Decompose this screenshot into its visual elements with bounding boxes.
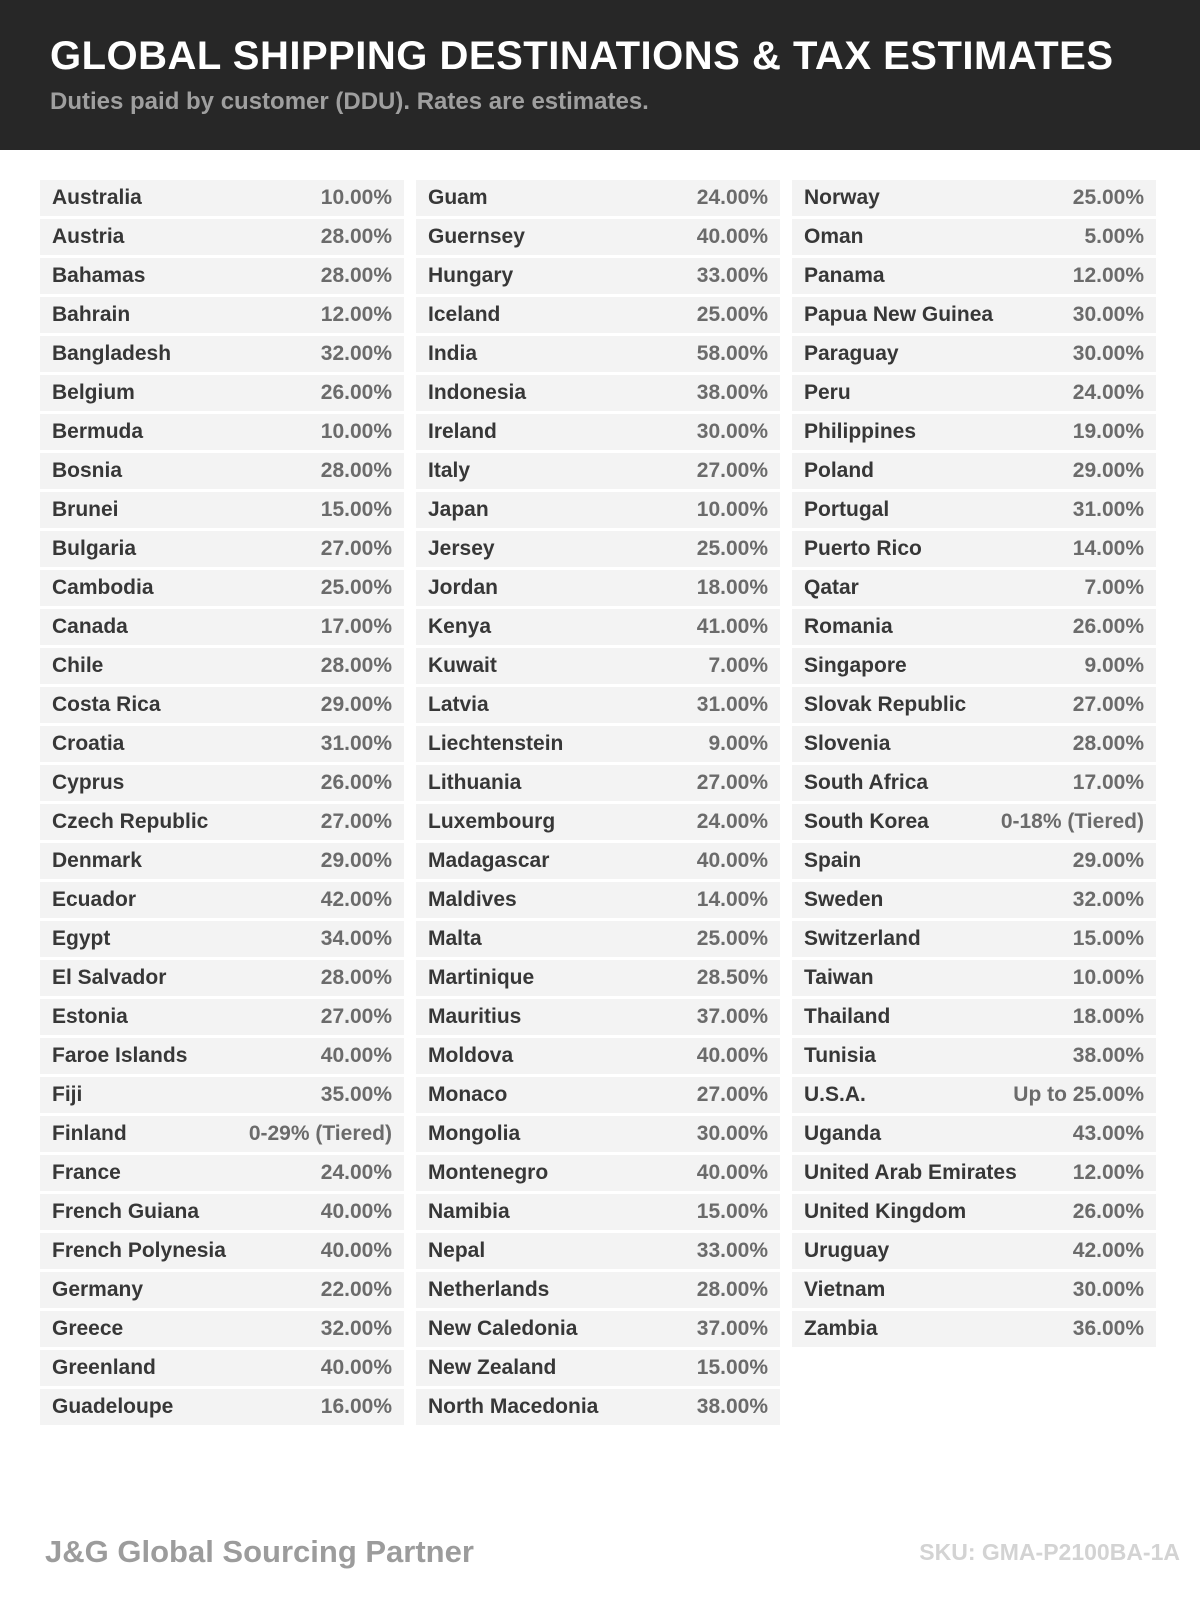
country-name: United Kingdom	[804, 1200, 967, 1223]
country-name: Kuwait	[428, 654, 497, 677]
country-name: Italy	[428, 459, 471, 482]
table-row	[40, 375, 404, 411]
country-name: Bahrain	[52, 303, 131, 326]
country-name: Panama	[804, 264, 885, 287]
table-row	[416, 882, 780, 918]
table-row	[40, 453, 404, 489]
table-row	[416, 765, 780, 801]
country-name: Guam	[428, 186, 488, 209]
rate-column-1	[40, 180, 404, 1425]
tax-rate: 7.00%	[708, 654, 768, 677]
country-name: United Arab Emirates	[804, 1161, 1017, 1184]
country-name: Canada	[52, 615, 128, 638]
table-row	[792, 297, 1156, 333]
country-name: Bahamas	[52, 264, 146, 287]
table-row	[792, 1155, 1156, 1191]
country-name: Oman	[804, 225, 864, 248]
tax-rate: 40.00%	[696, 849, 768, 872]
table-row	[792, 843, 1156, 879]
table-row	[40, 1272, 404, 1308]
country-name: Philippines	[804, 420, 917, 443]
tax-rate: 58.00%	[696, 342, 768, 365]
tax-rate: 27.00%	[696, 771, 768, 794]
tax-rate: 34.00%	[320, 927, 392, 950]
country-name: Ecuador	[52, 888, 137, 911]
table-row	[792, 219, 1156, 255]
tax-rate: 35.00%	[320, 1083, 392, 1106]
table-row	[416, 1350, 780, 1386]
table-row	[416, 180, 780, 216]
table-row	[416, 1272, 780, 1308]
country-name: Chile	[52, 654, 104, 677]
tax-rate: 38.00%	[1072, 1044, 1144, 1067]
country-name: Nepal	[428, 1239, 486, 1262]
tax-rate: 27.00%	[696, 1083, 768, 1106]
tax-rate: 40.00%	[320, 1356, 392, 1379]
tax-rate: 15.00%	[1072, 927, 1144, 950]
country-name: Ireland	[428, 420, 497, 443]
country-name: Vietnam	[804, 1278, 886, 1301]
tax-rate: 31.00%	[320, 732, 392, 755]
table-row	[40, 1311, 404, 1347]
table-row	[792, 414, 1156, 450]
country-name: Netherlands	[428, 1278, 550, 1301]
tax-rate: 32.00%	[320, 1317, 392, 1340]
tax-rate: 40.00%	[320, 1239, 392, 1262]
country-name: El Salvador	[52, 966, 167, 989]
tax-rate: 33.00%	[696, 1239, 768, 1262]
table-row	[40, 609, 404, 645]
tax-rate: 40.00%	[320, 1044, 392, 1067]
country-name: Montenegro	[428, 1161, 549, 1184]
tax-rate: 43.00%	[1072, 1122, 1144, 1145]
country-name: Malta	[428, 927, 482, 950]
country-name: Papua New Guinea	[804, 303, 994, 326]
country-name: Denmark	[52, 849, 142, 872]
rate-column-2	[416, 180, 780, 1425]
country-name: Australia	[52, 186, 142, 209]
tax-rate: 38.00%	[696, 1395, 768, 1418]
country-name: Cyprus	[52, 771, 125, 794]
tax-rate: 42.00%	[320, 888, 392, 911]
tax-rate: 38.00%	[696, 381, 768, 404]
tax-rate: 28.50%	[696, 966, 768, 989]
table-row	[416, 687, 780, 723]
tax-rate: 28.00%	[320, 654, 392, 677]
tax-rate: 25.00%	[696, 303, 768, 326]
table-row	[416, 258, 780, 294]
tax-rate: 28.00%	[320, 225, 392, 248]
tax-rate: 26.00%	[320, 771, 392, 794]
table-row	[792, 492, 1156, 528]
tax-rate: 29.00%	[1072, 459, 1144, 482]
table-row	[792, 726, 1156, 762]
country-name: Tunisia	[804, 1044, 876, 1067]
country-name: Jersey	[428, 537, 495, 560]
country-name: Guadeloupe	[52, 1395, 174, 1418]
tax-rate: 27.00%	[320, 537, 392, 560]
tax-rate: 29.00%	[320, 849, 392, 872]
tax-rate: 28.00%	[1072, 732, 1144, 755]
country-name: Portugal	[804, 498, 890, 521]
tax-rate: 28.00%	[320, 264, 392, 287]
tax-rate: 27.00%	[320, 1005, 392, 1028]
table-row	[792, 648, 1156, 684]
tax-rate: 27.00%	[696, 459, 768, 482]
table-row	[40, 648, 404, 684]
table-row	[40, 1116, 404, 1152]
country-name: Costa Rica	[52, 693, 161, 716]
table-row	[40, 297, 404, 333]
rate-column-3	[792, 180, 1156, 1347]
tax-rate: 24.00%	[696, 186, 768, 209]
tax-rate: 18.00%	[1072, 1005, 1144, 1028]
table-row	[416, 492, 780, 528]
country-name: Mauritius	[428, 1005, 522, 1028]
tax-rate: 14.00%	[696, 888, 768, 911]
table-row	[40, 414, 404, 450]
tax-rate: 10.00%	[1072, 966, 1144, 989]
tax-rate: 28.00%	[320, 459, 392, 482]
country-name: Greenland	[52, 1356, 156, 1379]
table-row	[40, 1077, 404, 1113]
table-row	[792, 1311, 1156, 1347]
tax-rate: 24.00%	[696, 810, 768, 833]
table-row	[792, 921, 1156, 957]
brand-name: J&G Global Sourcing Partner	[45, 1534, 474, 1569]
table-row	[40, 843, 404, 879]
tax-rate: 24.00%	[1072, 381, 1144, 404]
table-row	[792, 609, 1156, 645]
country-name: New Caledonia	[428, 1317, 578, 1340]
tax-rate: 37.00%	[696, 1317, 768, 1340]
table-row	[40, 492, 404, 528]
tax-rate: 10.00%	[320, 186, 392, 209]
country-name: Romania	[804, 615, 893, 638]
country-name: French Guiana	[52, 1200, 200, 1223]
table-row	[792, 1116, 1156, 1152]
country-name: Germany	[52, 1278, 144, 1301]
table-row	[40, 180, 404, 216]
tax-rate: 28.00%	[696, 1278, 768, 1301]
tax-rate: 30.00%	[1072, 303, 1144, 326]
country-name: Namibia	[428, 1200, 510, 1223]
tax-rate: 15.00%	[696, 1200, 768, 1223]
country-name: Mongolia	[428, 1122, 521, 1145]
table-row	[40, 570, 404, 606]
country-name: Guernsey	[428, 225, 525, 248]
tax-rate: 5.00%	[1084, 225, 1144, 248]
table-row	[40, 687, 404, 723]
country-name: Maldives	[428, 888, 517, 911]
table-row	[792, 1038, 1156, 1074]
tax-rate: 14.00%	[1072, 537, 1144, 560]
tax-rate: 26.00%	[1072, 615, 1144, 638]
table-row	[416, 609, 780, 645]
tax-rate: 17.00%	[1072, 771, 1144, 794]
tax-rate: 36.00%	[1072, 1317, 1144, 1340]
tax-rate: 25.00%	[1072, 186, 1144, 209]
country-name: Japan	[428, 498, 489, 521]
table-row	[416, 336, 780, 372]
tax-rate: 22.00%	[320, 1278, 392, 1301]
tax-rate: 17.00%	[320, 615, 392, 638]
tax-rate: Up to 25.00%	[1013, 1083, 1144, 1106]
table-row	[40, 999, 404, 1035]
country-name: Bosnia	[52, 459, 123, 482]
page-title: GLOBAL SHIPPING DESTINATIONS & TAX ESTIMATES	[50, 34, 1114, 78]
table-row	[416, 960, 780, 996]
tax-rate: 41.00%	[696, 615, 768, 638]
table-row	[40, 804, 404, 840]
table-row	[40, 1155, 404, 1191]
country-name: Sweden	[804, 888, 884, 911]
table-row	[416, 1311, 780, 1347]
country-name: Finland	[52, 1122, 127, 1145]
table-row	[792, 375, 1156, 411]
table-row	[40, 1194, 404, 1230]
tax-rate: 42.00%	[1072, 1239, 1144, 1262]
country-name: Zambia	[804, 1317, 878, 1340]
table-row	[792, 570, 1156, 606]
country-name: Slovenia	[804, 732, 891, 755]
table-row	[40, 1038, 404, 1074]
tax-rate: 16.00%	[320, 1395, 392, 1418]
tax-rate: 15.00%	[696, 1356, 768, 1379]
table-row	[792, 180, 1156, 216]
table-row	[416, 726, 780, 762]
page-header	[0, 0, 1200, 150]
country-name: Faroe Islands	[52, 1044, 188, 1067]
tax-rate: 0-18% (Tiered)	[1000, 810, 1144, 833]
country-name: Hungary	[428, 264, 514, 287]
tax-rate: 0-29% (Tiered)	[248, 1122, 392, 1145]
tax-rate: 30.00%	[1072, 1278, 1144, 1301]
tax-rate: 28.00%	[320, 966, 392, 989]
table-row	[792, 960, 1156, 996]
table-row	[792, 1077, 1156, 1113]
tax-rate: 7.00%	[1084, 576, 1144, 599]
table-row	[416, 531, 780, 567]
country-name: Slovak Republic	[804, 693, 967, 716]
country-name: Belgium	[52, 381, 135, 404]
country-name: Moldova	[428, 1044, 514, 1067]
country-name: Martinique	[428, 966, 535, 989]
tax-rate: 31.00%	[696, 693, 768, 716]
tax-rate: 15.00%	[320, 498, 392, 521]
table-row	[792, 258, 1156, 294]
tax-rate: 26.00%	[1072, 1200, 1144, 1223]
table-row	[416, 648, 780, 684]
tax-rate: 25.00%	[696, 927, 768, 950]
table-row	[40, 1350, 404, 1386]
country-name: Uganda	[804, 1122, 882, 1145]
country-name: North Macedonia	[428, 1395, 599, 1418]
tax-rate: 19.00%	[1072, 420, 1144, 443]
country-name: Paraguay	[804, 342, 899, 365]
tax-rate: 26.00%	[320, 381, 392, 404]
country-name: Uruguay	[804, 1239, 890, 1262]
country-name: Thailand	[804, 1005, 891, 1028]
page-subtitle: Duties paid by customer (DDU). Rates are estimates.	[50, 88, 649, 115]
table-row	[416, 219, 780, 255]
tax-rate: 10.00%	[696, 498, 768, 521]
table-row	[416, 1389, 780, 1425]
tax-rate: 25.00%	[320, 576, 392, 599]
country-name: French Polynesia	[52, 1239, 226, 1262]
table-row	[416, 570, 780, 606]
country-name: Latvia	[428, 693, 489, 716]
country-name: Taiwan	[804, 966, 874, 989]
country-name: Peru	[804, 381, 851, 404]
table-row	[416, 1155, 780, 1191]
country-name: Singapore	[804, 654, 907, 677]
country-name: Switzerland	[804, 927, 921, 950]
country-name: Greece	[52, 1317, 124, 1340]
table-row	[792, 1272, 1156, 1308]
country-name: Lithuania	[428, 771, 522, 794]
country-name: Jordan	[428, 576, 499, 599]
table-row	[416, 999, 780, 1035]
table-row	[416, 921, 780, 957]
table-row	[792, 999, 1156, 1035]
country-name: Cambodia	[52, 576, 154, 599]
table-row	[40, 960, 404, 996]
table-row	[416, 1116, 780, 1152]
table-row	[792, 1233, 1156, 1269]
country-name: Monaco	[428, 1083, 508, 1106]
table-row	[792, 453, 1156, 489]
tax-rate: 33.00%	[696, 264, 768, 287]
table-row	[792, 882, 1156, 918]
table-row	[40, 726, 404, 762]
table-row	[40, 219, 404, 255]
country-name: Bulgaria	[52, 537, 137, 560]
country-name: U.S.A.	[804, 1083, 866, 1106]
tax-rate: 25.00%	[696, 537, 768, 560]
country-name: Qatar	[804, 576, 859, 599]
country-name: South Korea	[804, 810, 929, 833]
table-row	[416, 297, 780, 333]
tax-rate: 40.00%	[696, 1161, 768, 1184]
table-row	[40, 921, 404, 957]
tax-rate: 10.00%	[320, 420, 392, 443]
tax-rate: 9.00%	[708, 732, 768, 755]
page-footer	[45, 1534, 1180, 1570]
tax-rate: 29.00%	[1072, 849, 1144, 872]
table-row	[792, 336, 1156, 372]
country-name: Puerto Rico	[804, 537, 922, 560]
tax-rate: 40.00%	[320, 1200, 392, 1223]
country-name: Czech Republic	[52, 810, 209, 833]
country-name: Bermuda	[52, 420, 144, 443]
tax-rate: 32.00%	[320, 342, 392, 365]
tax-rate: 12.00%	[1072, 264, 1144, 287]
table-row	[40, 1233, 404, 1269]
country-name: France	[52, 1161, 121, 1184]
table-row	[792, 804, 1156, 840]
table-row	[416, 1077, 780, 1113]
country-name: Kenya	[428, 615, 492, 638]
table-row	[416, 453, 780, 489]
tax-rate: 18.00%	[696, 576, 768, 599]
country-name: Spain	[804, 849, 862, 872]
country-name: Iceland	[428, 303, 501, 326]
country-name: Norway	[804, 186, 880, 209]
table-row	[416, 1038, 780, 1074]
tax-rate: 9.00%	[1084, 654, 1144, 677]
country-name: Luxembourg	[428, 810, 556, 833]
table-row	[40, 1389, 404, 1425]
table-row	[792, 531, 1156, 567]
country-name: Indonesia	[428, 381, 527, 404]
table-row	[792, 765, 1156, 801]
table-row	[40, 336, 404, 372]
tax-rate: 30.00%	[1072, 342, 1144, 365]
table-row	[792, 687, 1156, 723]
table-row	[792, 1194, 1156, 1230]
country-name: Brunei	[52, 498, 119, 521]
tax-rate: 27.00%	[320, 810, 392, 833]
tax-rate: 37.00%	[696, 1005, 768, 1028]
tax-rate: 24.00%	[320, 1161, 392, 1184]
table-row	[40, 765, 404, 801]
tax-rate: 31.00%	[1072, 498, 1144, 521]
country-name: South Africa	[804, 771, 929, 794]
table-row	[416, 1233, 780, 1269]
country-name: Bangladesh	[52, 342, 172, 365]
table-row	[416, 375, 780, 411]
table-row	[40, 258, 404, 294]
country-name: Poland	[804, 459, 875, 482]
table-row	[416, 843, 780, 879]
country-name: Madagascar	[428, 849, 550, 872]
country-name: India	[428, 342, 478, 365]
table-row	[40, 531, 404, 567]
country-name: Egypt	[52, 927, 111, 950]
country-name: New Zealand	[428, 1356, 557, 1379]
tax-rate: 30.00%	[696, 1122, 768, 1145]
tax-rate: 30.00%	[696, 420, 768, 443]
tax-rate: 32.00%	[1072, 888, 1144, 911]
sku-label: SKU: GMA-P2100BA-1A	[919, 1538, 1180, 1565]
rates-table	[40, 180, 1156, 1425]
country-name: Croatia	[52, 732, 125, 755]
country-name: Austria	[52, 225, 125, 248]
tax-rate: 29.00%	[320, 693, 392, 716]
tax-rate: 40.00%	[696, 225, 768, 248]
tax-rate: 27.00%	[1072, 693, 1144, 716]
table-row	[416, 804, 780, 840]
country-name: Liechtenstein	[428, 732, 564, 755]
country-name: Estonia	[52, 1005, 128, 1028]
tax-rate: 12.00%	[320, 303, 392, 326]
country-name: Fiji	[52, 1083, 83, 1106]
table-row	[416, 1194, 780, 1230]
table-row	[416, 414, 780, 450]
tax-rate: 40.00%	[696, 1044, 768, 1067]
tax-rate: 12.00%	[1072, 1161, 1144, 1184]
table-row	[40, 882, 404, 918]
